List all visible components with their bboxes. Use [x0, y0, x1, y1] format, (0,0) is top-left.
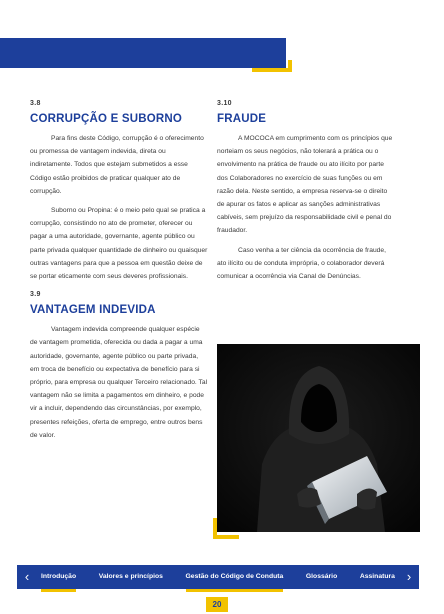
section-number: 3.9: [30, 291, 41, 299]
left-column: [30, 100, 208, 442]
section-paragraph: Para fins deste Código, corrupção é o oferecimento ou promessa de vantagem indevida, direta ou indiretamente. Todos que estejam submetidos a esse Código estão proibidos de praticar qualquer ato de corrupção.: [30, 135, 204, 195]
section-paragraph: Vantagem indevida compreende qualquer espécie de vantagem prometida, oferecida ou dada a pagar a uma autoridade, governante, agente público ou parte privada, em troca de benefício ou expectativa de benefício para si próprio, para empresa ou qualquer Terceiro relacionado. Tal vantagem não se limita a pagamentos em dinheiro, e pode vir a incluir, dependendo das circunstâncias, por exemplo, presentes refeições, oferta de emprego, entre outros bens de valor.: [30, 326, 208, 439]
chevron-right-icon[interactable]: ›: [406, 569, 412, 584]
nav-items: [37, 565, 399, 589]
section-title: FRAUDE: [217, 113, 267, 125]
nav-item-assinatura[interactable]: Assinatura: [359, 573, 395, 580]
header-banner: [0, 38, 286, 68]
section-number: 3.10: [217, 100, 232, 107]
chevron-left-icon[interactable]: ‹: [24, 569, 30, 584]
section-title: CORRUPÇÃO E SUBORNO: [30, 113, 183, 125]
photo-accent: [213, 518, 239, 539]
section-paragraph: Caso venha a ter ciência da ocorrência de fraude, ato ilícito ou de conduta imprópria, o colaborador deverá comunicar a ocorrência via Canal de Denúncias.: [217, 246, 386, 281]
section-title: VANTAGEM INDEVIDA: [30, 304, 156, 317]
hacker-photo: [217, 344, 420, 532]
section-paragraph: Suborno ou Propina: é o meio pelo qual se pratica a corrupção, consistindo no ato de prometer, oferecer ou pagar a uma autoridade, governante, agente público ou parte privada qualquer quantidade de dinheiro ou quaisquer outras vantagens para que a pessoa em questão deixe de se portar eticamente com seus deveres profissionais.: [30, 207, 208, 281]
nav-item-introducao[interactable]: Introdução: [41, 565, 76, 589]
right-column: [217, 100, 395, 283]
header-accent: [252, 60, 292, 72]
bottom-navigation: [17, 565, 419, 589]
section-number: 3.8: [30, 100, 41, 107]
nav-item-gestao[interactable]: Gestão do Código de Conduta: [186, 565, 284, 589]
nav-item-valores[interactable]: Valores e princípios: [98, 573, 163, 580]
page-number: 20: [206, 597, 228, 612]
section-paragraph: A MOCOCA em cumprimento com os princípios que norteiam os seus negócios, não tolerará a prática ou o envolvimento na prática de fraude ou ato ilícito por parte dos Colaboradores no exercício de suas funções ou em razão dela. Neste sentido, a empresa reserva-se o direito de apurar os fatos e aplicar as sanções administrativas cabíveis, sem prejuízo da responsabilidade civil e penal do fraudador.: [217, 135, 393, 235]
nav-item-glossario[interactable]: Glossário: [305, 573, 338, 580]
